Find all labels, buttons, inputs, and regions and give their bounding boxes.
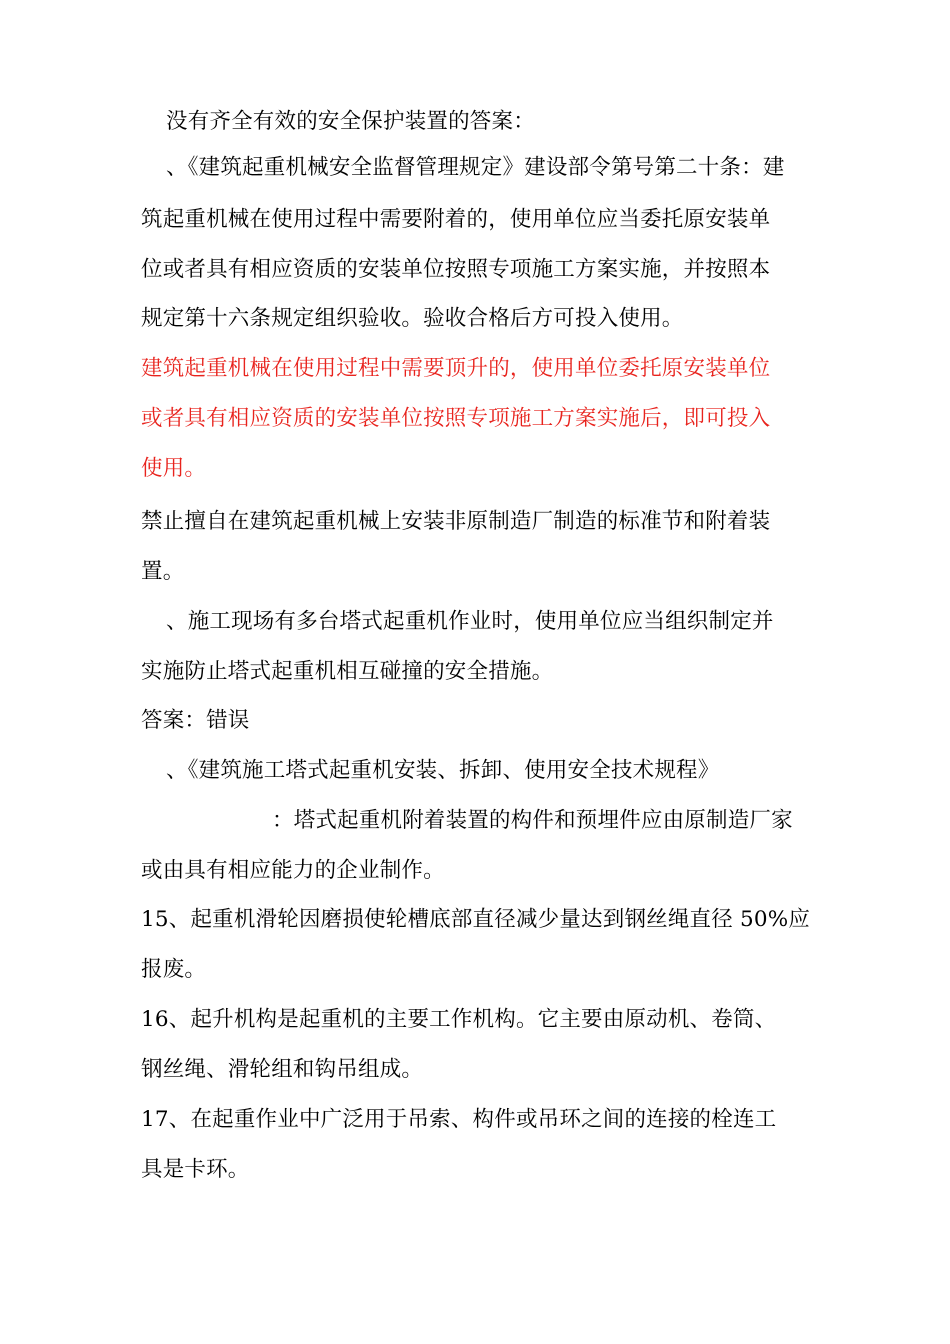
text-line-2: 、《建筑起重机械安全监督管理规定》建设部令第号第二十条：建: [166, 155, 785, 180]
item-17-line-2: 具是卡环。: [141, 1157, 250, 1182]
text-line-8: 、施工现场有多台塔式起重机作业时，使用单位应当组织制定并: [166, 609, 774, 634]
highlighted-line-2: 或者具有相应资质的安装单位按照专项施工方案实施后，即可投入: [141, 406, 771, 431]
highlighted-line-1: 建筑起重机械在使用过程中需要顶升的，使用单位委托原安装单位: [141, 356, 771, 381]
highlighted-line-3: 使用。: [141, 456, 207, 481]
item-15-line-1: 15、起重机滑轮因磨损使轮槽底部直径减少量达到钢丝绳直径 50%应: [141, 907, 811, 932]
text-line-11: ：塔式起重机附着装置的构件和预埋件应由原制造厂家: [272, 808, 793, 833]
text-line-10: 、《建筑施工塔式起重机安装、拆卸、使用安全技术规程》: [166, 758, 720, 783]
answer-line: 答案：错误: [141, 708, 250, 733]
item-16-line-2: 钢丝绳、滑轮组和钩吊组成。: [141, 1057, 424, 1082]
text-line-6: 禁止擅自在建筑起重机械上安装非原制造厂制造的标准节和附着装: [141, 509, 771, 534]
text-line-12: 或由具有相应能力的企业制作。: [141, 858, 445, 883]
text-line-9: 实施防止塔式起重机相互碰撞的安全措施。: [141, 659, 554, 684]
text-line-4: 位或者具有相应资质的安装单位按照专项施工方案实施，并按照本: [141, 257, 771, 282]
text-line-7: 置。: [141, 559, 185, 584]
item-17-line-1: 17、在起重作业中广泛用于吊索、构件或吊环之间的连接的栓连工: [141, 1107, 777, 1132]
text-line-5: 规定第十六条规定组织验收。验收合格后方可投入使用。: [141, 306, 684, 331]
item-15-line-2: 报废。: [141, 957, 207, 982]
text-line-3: 筑起重机械在使用过程中需要附着的，使用单位应当委托原安装单: [141, 207, 771, 232]
text-line-1: 没有齐全有效的安全保护装置的答案：: [166, 109, 535, 134]
item-16-line-1: 16、起升机构是起重机的主要工作机构。它主要由原动机、卷筒、: [141, 1007, 777, 1032]
